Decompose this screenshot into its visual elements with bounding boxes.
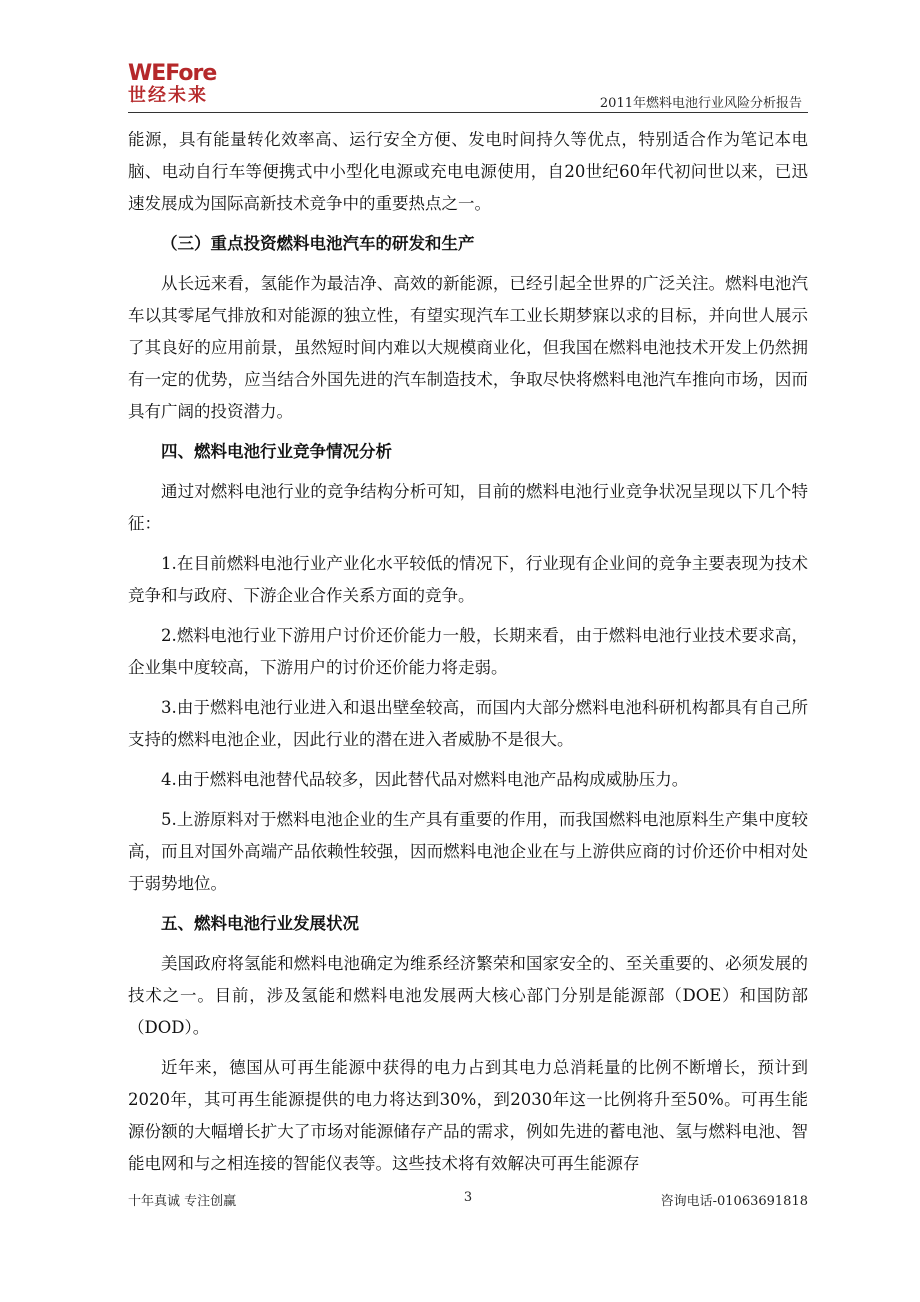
list-item: 4.由于燃料电池替代品较多，因此替代品对燃料电池产品构成威胁压力。	[161, 770, 689, 789]
list-item: 3.由于燃料电池行业进入和退出壁垒较高，而国内大部分燃料电池科研机构都具有自己所支持的燃料电池企业，因此行业的潜在进入者威胁不是很大。	[128, 698, 808, 749]
report-title: 2011年燃料电池行业风险分析报告	[599, 96, 802, 111]
paragraph: 美国政府将氢能和燃料电池确定为维系经济繁荣和国家安全的、至关重要的、必须发展的技术之一。目前，涉及氢能和燃料电池发展两大核心部门分别是能源部（DOE）和国防部（DOD）。	[128, 954, 808, 1037]
section-heading: 四、燃料电池行业竞争情况分析	[161, 442, 392, 461]
paragraph: 通过对燃料电池行业的竞争结构分析可知，目前的燃料电池行业竞争状况呈现以下几个特征：	[128, 482, 808, 533]
contact-phone: 咨询电话-01063691818	[660, 1194, 808, 1209]
list-item: 2.燃料电池行业下游用户讨价还价能力一般，长期来看，由于燃料电池行业技术要求高，企业集中度较高，下游用户的讨价还价能力将走弱。	[128, 626, 808, 677]
footer-slogan: 十年真诚 专注创赢	[128, 1194, 237, 1209]
logo-text-cn: 世经未来	[128, 85, 208, 106]
section-heading: （三）重点投资燃料电池汽车的研发和生产	[161, 234, 475, 253]
page-footer	[128, 1190, 808, 1214]
section-heading: 五、燃料电池行业发展状况	[161, 914, 359, 933]
logo-text-en: WEFore	[128, 61, 217, 86]
header-divider	[128, 112, 808, 113]
document-body	[128, 124, 808, 1180]
page-number: 3	[463, 1190, 473, 1205]
page-header	[128, 56, 808, 111]
list-item: 1.在目前燃料电池行业产业化水平较低的情况下，行业现有企业间的竞争主要表现为技术竞争和与政府、下游企业合作关系方面的竞争。	[128, 554, 808, 605]
paragraph: 近年来，德国从可再生能源中获得的电力占到其电力总消耗量的比例不断增长，预计到2020年，其可再生能源提供的电力将达到30%，到2030年这一比例将升至50%。可再生能源份额的大幅增长扩大了市场对能源储存产品的需求，例如先进的蓄电池、氢与燃料电池、智能电网和与之相连接的智能仪表等。这些技术将有效解决可再生能源存	[128, 1058, 808, 1173]
paragraph: 从长远来看，氢能作为最洁净、高效的新能源，已经引起全世界的广泛关注。燃料电池汽车以其零尾气排放和对能源的独立性，有望实现汽车工业长期梦寐以求的目标，并向世人展示了其良好的应用前景，虽然短时间内难以大规模商业化，但我国在燃料电池技术开发上仍然拥有一定的优势，应当结合外国先进的汽车制造技术，争取尽快将燃料电池汽车推向市场，因而具有广阔的投资潜力。	[128, 274, 808, 421]
company-logo	[128, 62, 238, 108]
paragraph: 能源，具有能量转化效率高、运行安全方便、发电时间持久等优点，特别适合作为笔记本电脑、电动自行车等便携式中小型化电源或充电电源使用，自20世纪60年代初问世以来，已迅速发展成为国际高新技术竞争中的重要热点之一。	[128, 130, 808, 213]
list-item: 5.上游原料对于燃料电池企业的生产具有重要的作用，而我国燃料电池原料生产集中度较高，而且对国外高端产品依赖性较强，因而燃料电池企业在与上游供应商的讨价还价中相对处于弱势地位。	[128, 810, 808, 893]
